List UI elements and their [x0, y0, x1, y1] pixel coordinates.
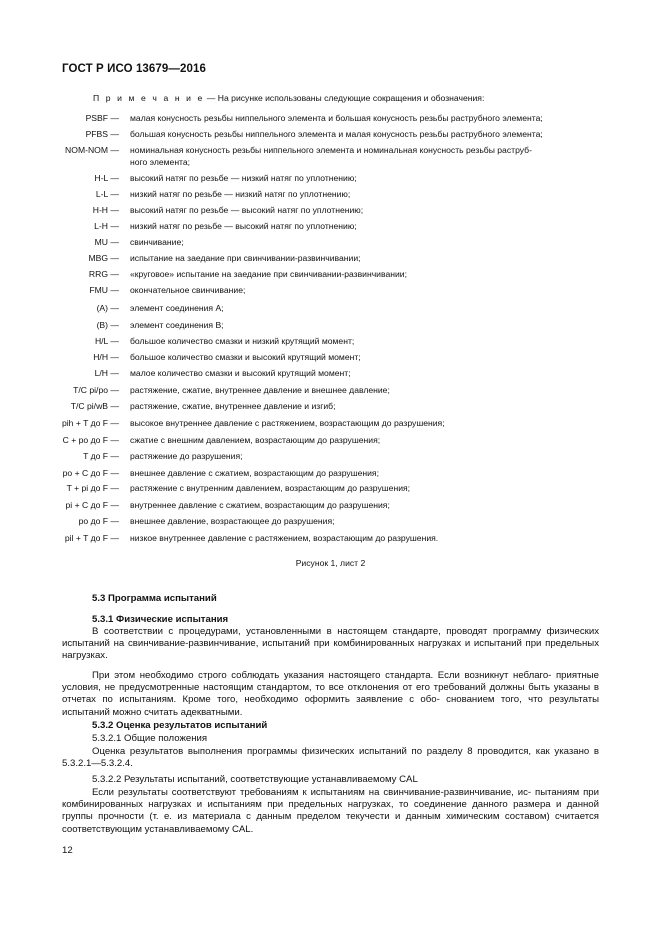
abbr-def: испытание на заедание при свинчивании-развинчивании;: [130, 253, 361, 263]
section-5-3-title: 5.3 Программа испытаний: [92, 593, 217, 604]
abbr-term: po + C до F —: [62, 468, 119, 478]
abbr-def: растяжение, сжатие, внутреннее давление и внешнее давление;: [130, 385, 390, 395]
abbr-def: большое количество смазки и низкий крутящий момент;: [130, 336, 355, 346]
abbr-def: высокий натяг по резьбе — высокий натяг по уплотнению;: [130, 205, 364, 215]
abbr-term: MU —: [94, 237, 119, 247]
abbr-term: C + po до F —: [62, 435, 119, 445]
abbr-term: T + pi до F —: [66, 483, 119, 493]
abbr-def: внешнее давление, возрастающее до разрушения;: [130, 516, 335, 526]
section-5-3-2-2-paragraph: Если результаты соответствуют требованиям к испытаниям на свинчивание-развинчивание, ис- пытаниям при комбинированных нагрузках и испытаниям при предельных нагрузках, то соединение данного размера и данной группы прочности (т. е. из материала с данным пределом текучести и данным химическим составом) считается соответствующим устанавливаемому CAL.: [62, 787, 599, 835]
abbr-term: NOM-NOM —: [65, 145, 119, 155]
section-5-3-1-paragraph-1: В соответствии с процедурами, установленными в настоящем стандарте, проводят программу физических испытаний на свинчивание-развинчивание, испытаний при комбинированных нагрузках и испытаний при предельных нагрузках.: [62, 626, 599, 662]
abbr-term: H/H —: [93, 352, 119, 362]
abbr-term: pi + C до F —: [65, 500, 119, 510]
abbr-def: свинчивание;: [130, 237, 184, 247]
abbr-def: «круговое» испытание на заедание при свинчивании-развинчивании;: [130, 269, 407, 279]
document-header: ГОСТ Р ИСО 13679—2016: [62, 63, 207, 75]
abbr-def: высокое внутреннее давление с растяжением, возрастающим до разрушения;: [130, 418, 445, 428]
abbr-term: (B) —: [96, 320, 119, 330]
abbr-def: малое количество смазки и высокий крутящий момент;: [130, 368, 351, 378]
page-number: 12: [62, 845, 73, 856]
abbr-term: T/C pi/po —: [73, 385, 119, 395]
abbr-def: внешнее давление с сжатием, возрастающим до разрушения;: [130, 468, 379, 478]
abbr-term: MBG —: [88, 253, 119, 263]
abbr-term: po до F —: [78, 516, 119, 526]
abbr-term: H-L —: [94, 173, 119, 183]
abbr-def: элемент соединения А;: [130, 303, 224, 313]
section-5-3-2-title: 5.3.2 Оценка результатов испытаний: [92, 720, 268, 731]
abbr-term: H/L —: [94, 336, 119, 346]
abbr-def: сжатие с внешним давлением, возрастающим до разрушения;: [130, 435, 381, 445]
note-prefix: П р и м е ч а н и е: [93, 93, 205, 103]
abbr-def: растяжение с внутренним давлением, возрастающим до разрушения;: [130, 483, 411, 493]
abbr-def: растяжение до разрушения;: [130, 451, 243, 461]
abbr-term: pih + T до F —: [61, 418, 119, 428]
abbr-term: L/H —: [94, 368, 119, 378]
section-5-3-2-1-paragraph: Оценка результатов выполнения программы физических испытаний по разделу 8 проводится, как указано в 5.3.2.1—5.3.2.4.: [62, 746, 599, 770]
abbr-def: малая конусность резьбы ниппельного элемента и большая конусность резьбы раструбного элемента;: [130, 113, 543, 123]
section-5-3-1-title: 5.3.1 Физические испытания: [92, 614, 229, 625]
note-intro: [93, 93, 484, 103]
note-text: — На рисунке использованы следующие сокращения и обозначения:: [204, 93, 485, 103]
figure-caption: Рисунок 1, лист 2: [295, 558, 366, 568]
abbr-def: низкий натяг по резьбе — низкий натяг по уплотнению;: [130, 189, 351, 199]
abbr-term: L-H —: [94, 221, 119, 231]
section-5-3-2-2-title: 5.3.2.2 Результаты испытаний, соответствующие устанавливаемому CAL: [92, 774, 418, 785]
abbr-def: низкое внутреннее давление с растяжением, возрастающим до разрушения.: [130, 533, 439, 543]
section-5-3-1-paragraph-2: При этом необходимо строго соблюдать указания настоящего стандарта. Если возникнут неблаго- приятные условия, не предусмотренные настоящим стандартом, то все отклонения от его требований должны быть указаны в отчетах по испытаниям. Кроме того, необходимо оформить заявление с обо- снованием того, что результаты испытаний можно считать адекватными.: [62, 670, 599, 718]
abbr-def: растяжение, сжатие, внутреннее давление и изгиб;: [130, 401, 336, 411]
abbr-def: окончательное свинчивание;: [130, 285, 246, 295]
section-5-3-2-1-title: 5.3.2.1 Общие положения: [92, 733, 208, 744]
abbr-term: (A) —: [96, 303, 119, 313]
abbr-term: pil + T до F —: [64, 533, 119, 543]
abbr-def-continuation: ного элемента;: [130, 157, 191, 167]
abbr-term: L-L —: [95, 189, 119, 199]
abbr-term: FMU —: [89, 285, 119, 295]
abbr-def: низкий натяг по резьбе — высокий натяг по уплотнению;: [130, 221, 357, 231]
abbr-def: большая конусность резьбы ниппельного элемента и малая конусность резьбы раструбного элемента;: [130, 129, 543, 139]
abbr-term: T до F —: [83, 451, 119, 461]
abbr-def: высокий натяг по резьбе — низкий натяг по уплотнению;: [130, 173, 357, 183]
abbr-def: внутреннее давление с сжатием, возрастающим до разрушения;: [130, 500, 390, 510]
abbr-term: RRG —: [88, 269, 119, 279]
abbr-term: PSBF —: [85, 113, 119, 123]
abbr-def: номинальная конусность резьбы ниппельного элемента и номинальная конусность резьбы раструб-: [130, 145, 532, 155]
abbr-term: H-H —: [92, 205, 119, 215]
abbr-def: элемент соединения В;: [130, 320, 224, 330]
abbr-term: T/C pi/wB —: [70, 401, 119, 411]
abbr-def: большое количество смазки и высокий крутящий момент;: [130, 352, 361, 362]
abbr-term: PFBS —: [85, 129, 119, 139]
